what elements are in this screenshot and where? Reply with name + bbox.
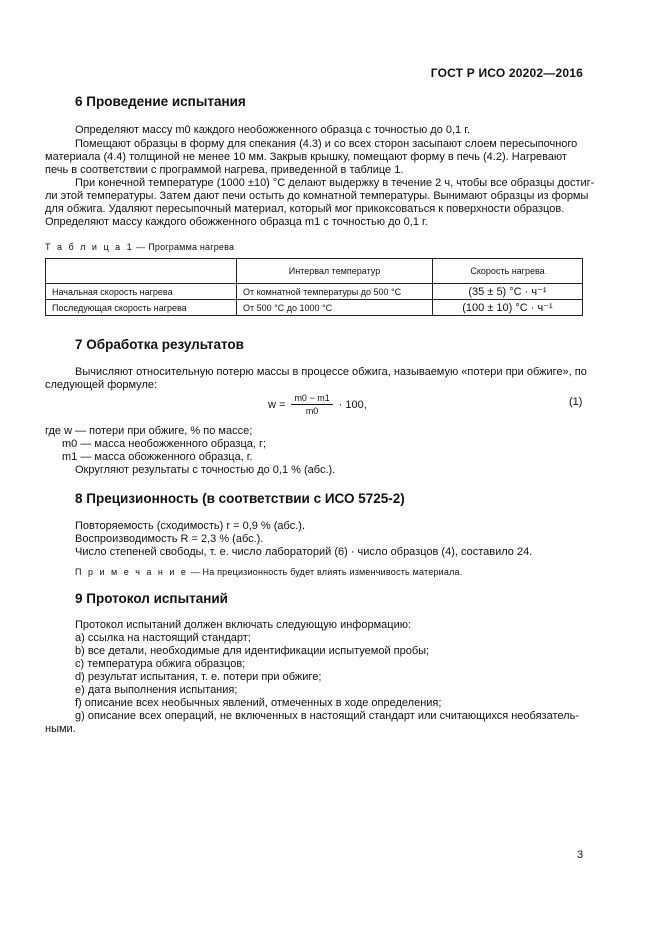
where-line-4: Округляют результаты с точностью до 0,1 % (абс.).: [75, 464, 336, 476]
precision-note: [75, 566, 462, 579]
table-header-cell: [46, 259, 237, 284]
note-text: — На прецизионность будет влиять изменчивость материала.: [187, 567, 463, 577]
s6-line-1: Определяют массу m0 каждого необожженного образца с точностью до 0,1 г.: [75, 124, 470, 136]
formula-numerator: m0 − m1: [291, 393, 332, 405]
table-row: [46, 284, 583, 300]
table-caption-label: Т а б л и ц а 1: [45, 242, 134, 252]
list-item: c) температура обжига образцов;: [75, 658, 246, 670]
table-cell: От комнатной температуры до 500 °С: [237, 284, 433, 300]
table-cell: (100 ± 10) °С · ч⁻¹: [433, 300, 583, 316]
s8-line-3: Число степеней свободы, т. е. число лабораторий (6) · число образцов (4), составило 24.: [75, 546, 533, 558]
section-6-title: 6 Проведение испытания: [75, 94, 246, 109]
s7-line-2: следующей формуле:: [45, 379, 158, 391]
table-caption-text: — Программа нагрева: [133, 242, 235, 252]
table-cell: (35 ± 5) °С · ч⁻¹: [433, 284, 583, 300]
list-item: f) описание всех необычных явлений, отмеченных в ходе определения;: [75, 697, 442, 709]
note-label: П р и м е ч а н и е: [75, 567, 188, 577]
table-header-cell: Интервал температур: [237, 259, 433, 284]
document-id: ГОСТ Р ИСО 20202—2016: [430, 66, 583, 80]
s9-line-1: Протокол испытаний должен включать следующую информацию:: [75, 619, 412, 631]
s7-line-1: Вычисляют относительную потерю массы в процессе обжига, называемую «потери при обжиге», по: [75, 366, 587, 378]
list-item: d) результат испытания, т. е. потери при обжиге;: [75, 671, 322, 683]
table-row: [46, 300, 583, 316]
formula-fraction: [291, 393, 332, 416]
formula-number: (1): [569, 396, 583, 408]
s6-line-6: ли этой температуры. Затем дают печи остыть до комнатной температуры. Вынимают образцы из формы: [45, 190, 589, 202]
table-header-row: [46, 259, 583, 284]
where-line-1: где w — потери при обжиге, % по массе;: [45, 425, 253, 437]
section-8-title: 8 Прецизионность (в соответствии с ИСО 5725-2): [75, 491, 405, 506]
formula-denominator: m0: [305, 406, 319, 416]
list-item-continuation: ными.: [45, 723, 76, 735]
list-item: b) все детали, необходимые для идентификации испытуемой пробы;: [75, 645, 430, 657]
table-header-cell: Скорость нагрева: [433, 259, 583, 284]
section-9-title: 9 Протокол испытаний: [75, 591, 228, 606]
table-cell: Начальная скорость нагрева: [46, 284, 237, 300]
s6-line-3: материала (4.4) толщиной не менее 10 мм. Закрыв крышку, помещают форму в печь (4.2). Нагревают: [45, 151, 567, 163]
s6-line-4: печь в соответствии с программой нагрева, приведенной в таблице 1.: [45, 164, 404, 176]
s8-line-2: Воспроизводимость R = 2,3 % (абс.).: [75, 533, 264, 545]
where-line-3: m1 — масса обожженного образца, г.: [62, 451, 253, 463]
heating-program-table: [45, 258, 583, 316]
s6-line-5: При конечной температуре (1000 ±10) °С делают выдержку в течение 2 ч, чтобы все образцы достиг-: [75, 177, 595, 189]
s8-line-1: Повторяемость (сходимость) r = 0,9 % (абс.).: [75, 520, 305, 532]
s6-line-8: Определяют массу каждого обожженного образца m1 с точностью до 0,1 г.: [45, 216, 428, 228]
list-item: a) ссылка на настоящий стандарт;: [75, 632, 251, 644]
s6-line-7: для обжига. Удаляют пересыпочный материал, который мог прикоксоваться к поверхности образцов.: [45, 203, 565, 215]
loss-formula: [268, 393, 367, 416]
list-item: e) дата выполнения испытания;: [75, 684, 238, 696]
section-7-title: 7 Обработка результатов: [75, 337, 244, 352]
table-caption: [45, 241, 234, 254]
formula-lhs: w =: [268, 398, 286, 411]
page-number: 3: [577, 849, 584, 861]
where-line-2: m0 — масса необожженного образца, г;: [62, 438, 267, 450]
table-cell: Последующая скорость нагрева: [46, 300, 237, 316]
formula-tail: · 100,: [338, 398, 367, 411]
s6-line-2: Помещают образцы в форму для спекания (4.3) и со всех сторон засыпают слоем пересыпочного: [75, 138, 578, 150]
table-cell: От 500 °С до 1000 °С: [237, 300, 433, 316]
list-item: g) описание всех операций, не включенных в настоящий стандарт или считающихся необязатель-: [75, 710, 579, 722]
